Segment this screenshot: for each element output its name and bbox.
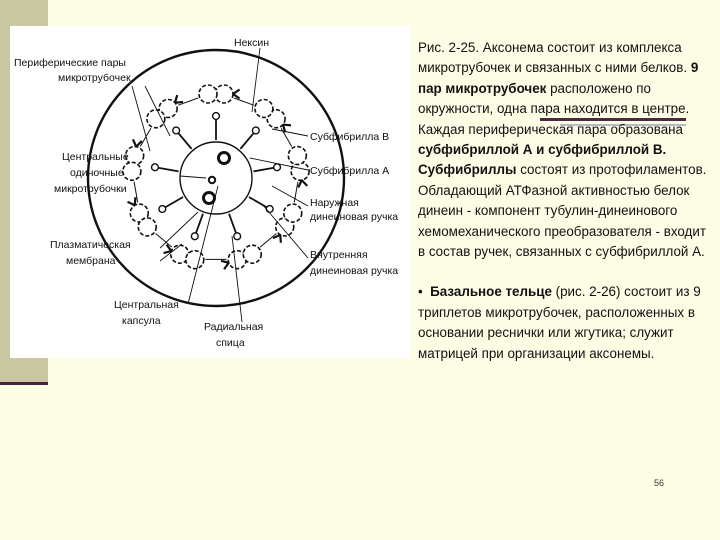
inner-dynein-arm	[280, 235, 281, 243]
subfibril-a	[291, 162, 309, 180]
label-plasma-2: мембрана	[66, 255, 116, 267]
p1-intro: Рис. 2-25. Аксонема состоит из комплекса микротрубочек и связанных с ними белков.	[418, 40, 691, 76]
spoke-head	[274, 164, 281, 171]
p1-mid: расположено по окружности, одна пара находится в центре. Каждая периферическая пара образована	[418, 80, 690, 137]
inner-dynein-arm	[128, 202, 135, 205]
spoke-head	[213, 113, 220, 120]
central-sheath	[180, 142, 252, 214]
label-plasma-1: Плазматическая	[50, 239, 131, 251]
bullet: •	[418, 284, 423, 300]
p1-end: состоят из протофиламентов.	[516, 162, 707, 178]
nexin-link	[140, 128, 151, 146]
outer-dynein-arm	[298, 180, 301, 187]
paragraph-basal-body	[418, 282, 710, 364]
inner-dynein-arm	[302, 180, 308, 186]
paragraph-axoneme	[418, 38, 710, 181]
page-number: 56	[654, 478, 665, 488]
spoke-head	[252, 127, 259, 134]
subfibril-b	[138, 218, 156, 236]
axoneme-cross-section	[88, 50, 344, 306]
central-bridge-mark	[209, 177, 215, 183]
spoke-head	[266, 206, 273, 213]
axoneme-diagram	[10, 26, 410, 358]
label-outer-arm-2: динеиновая ручка	[310, 211, 399, 223]
central-microtubule	[204, 193, 215, 204]
spoke-head	[191, 233, 198, 240]
label-spoke-1: Радиальная	[204, 321, 264, 333]
nexin-link	[260, 234, 276, 248]
label-central-2: одиночные	[70, 167, 124, 179]
label-capsule-2: капсула	[122, 315, 161, 327]
nexin-link	[234, 98, 254, 105]
label-outer-arm-1: Наружная	[310, 197, 359, 209]
p3-bold-basal: Базальное тельце	[430, 284, 552, 300]
spoke-head	[234, 233, 241, 240]
subfibril-b	[147, 110, 165, 128]
label-peripheral-pairs-1: Периферические пары	[14, 57, 126, 69]
outer-dynein-arm	[135, 197, 136, 205]
spoke-head	[173, 127, 180, 134]
spoke-head	[159, 206, 166, 213]
spoke-head	[152, 164, 159, 171]
axoneme-figure	[10, 26, 410, 358]
left-decorative-line	[0, 382, 48, 385]
subfibril-b	[284, 204, 302, 222]
label-spoke-2: спица	[216, 337, 245, 349]
label-inner-arm-2: динеиновая ручка	[310, 265, 399, 277]
subfibril-b	[288, 147, 306, 165]
label-nexin: Нексин	[234, 37, 270, 49]
inner-dynein-arm	[224, 263, 229, 270]
subfibril-b	[123, 162, 141, 180]
inner-dynein-arm	[283, 125, 291, 126]
inner-dynein-arm	[233, 89, 240, 94]
paragraph-dynein: Обладающий АТФазной активностью белок динеин - компонент тубулин-динеинового хемомеханического преобразователя - входит в состав ручек, связанных с субфибриллой А.	[418, 182, 706, 260]
label-central-3: микротрубочки	[54, 183, 127, 195]
subfibril-b	[255, 100, 273, 118]
label-peripheral-pairs-2: микротрубочек	[58, 72, 131, 84]
label-subfibril-b: Субфибрилла В	[310, 131, 390, 143]
label-subfibril-a: Субфибрилла А	[310, 165, 390, 177]
p3-rest: (рис. 2-26) состоит из 9 триплетов микротрубочек, расположенных в основании реснички или жгутика; служит матрицей при организации аксонемы.	[418, 284, 701, 361]
subfibril-b	[243, 245, 261, 263]
text-content	[418, 38, 710, 364]
central-microtubule	[219, 153, 230, 164]
inner-dynein-arm	[133, 139, 136, 146]
p1-bold-pairs: 9 пар микротрубочек	[418, 60, 699, 96]
label-inner-arm-1: Внутренняя	[310, 249, 368, 261]
label-capsule-1: Центральная	[114, 299, 179, 311]
label-central-1: Центральные	[62, 151, 129, 163]
p1-bold-subfibrils: субфибриллой А и субфибриллой В. Субфибриллы	[418, 142, 667, 178]
subfibril-b	[199, 85, 217, 103]
